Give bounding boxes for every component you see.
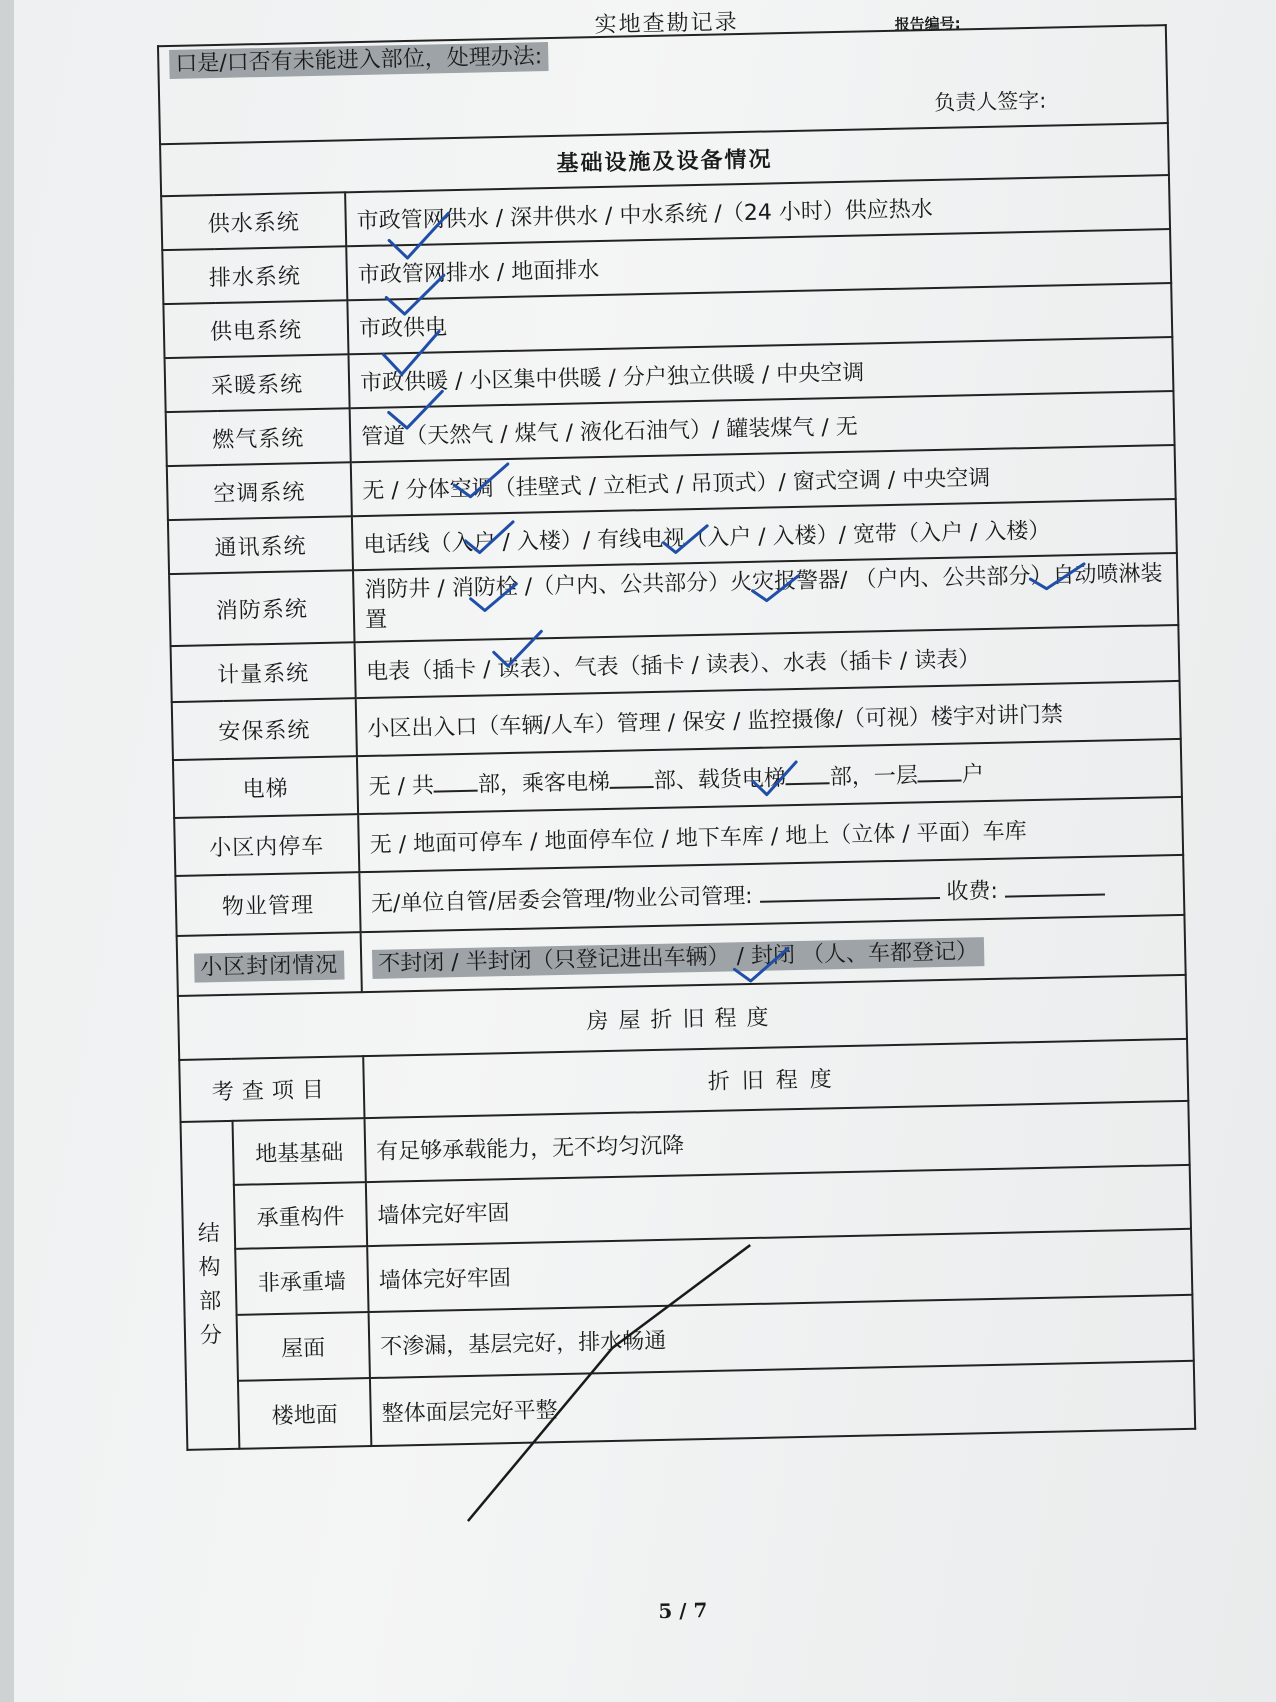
structure-item: 屋面 — [237, 1312, 370, 1381]
facility-label: 采暖系统 — [165, 354, 350, 412]
supervisor-sign-label: 负责人签字: — [934, 88, 1047, 115]
group-char: 结 — [197, 1221, 221, 1247]
structure-degree: 整体面层完好平整 — [370, 1361, 1195, 1446]
structure-item: 楼地面 — [238, 1378, 371, 1449]
col-header-degree: 折旧程度 — [363, 1039, 1188, 1118]
depreciation-section-title: 房屋折旧程度 — [178, 975, 1187, 1060]
facility-value: 市政供暖 / 小区集中供暖 / 分户独立供暖 / 中央空调 — [348, 337, 1173, 408]
blank-field — [610, 767, 654, 788]
elevator-text: 部，一层 — [829, 762, 919, 790]
group-char: 部 — [199, 1289, 222, 1315]
facility-label: 计量系统 — [171, 642, 356, 702]
fee-label: 收费: — [946, 878, 999, 905]
col-header-item: 考查项目 — [179, 1056, 364, 1122]
group-char: 构 — [198, 1255, 221, 1281]
form-page — [24, 0, 1276, 1702]
facilities-section-title: 基础设施及设备情况 — [160, 123, 1169, 196]
structure-item: 地基基础 — [233, 1118, 366, 1185]
facility-value: 小区出入口（车辆/人车）管理 / 保安 / 监控摄像/（可视）楼宇对讲门禁 — [356, 681, 1181, 756]
elevator-text: 部、载货电梯 — [653, 765, 787, 794]
inaccessible-question: 口是/口否有未能进入部位，处理办法: — [169, 42, 548, 79]
facility-label: 安保系统 — [172, 698, 357, 760]
blank-field — [759, 879, 939, 903]
closure-label: 小区封闭情况 — [194, 950, 345, 982]
parking-value: 无 / 地面可停车 / 地面停车位 / 地下车库 / 地上（立体 / 平面）车库 — [358, 797, 1183, 872]
facility-value: 市政管网供水 / 深井供水 / 中水系统 /（24 小时）供应热水 — [345, 175, 1170, 246]
facility-value: 市政管网排水 / 地面排水 — [346, 229, 1171, 300]
facility-value: 电话线（入户 / 入楼）/ 有线电视（入户 / 入楼）/ 宽带（入户 / 入楼） — [352, 499, 1177, 570]
page-title: 实地查勘记录 — [594, 10, 739, 39]
blank-field — [434, 771, 478, 792]
facility-value: 管道（天然气 / 煤气 / 液化石油气）/ 罐装煤气 / 无 — [350, 391, 1175, 462]
blank-field — [918, 761, 962, 782]
facility-value: 消防井 / 消防栓 /（户内、公共部分）火灾报警器/ （户内、公共部分）自动喷淋装置 — [353, 553, 1178, 642]
blank-field — [786, 764, 830, 785]
facility-label: 消防系统 — [169, 570, 354, 646]
elevator-text: 部，乘客电梯 — [477, 769, 611, 798]
facility-label: 供电系统 — [163, 300, 348, 358]
structure-group-label — [181, 1121, 240, 1450]
report-number-label: 报告编号: — [894, 14, 961, 34]
page-number: 5 / 7 — [658, 1598, 708, 1624]
facility-label: 排水系统 — [162, 246, 347, 304]
group-char: 分 — [199, 1323, 223, 1349]
facility-value: 市政供电 — [347, 283, 1172, 354]
structure-degree: 墙体完好牢固 — [366, 1165, 1191, 1246]
elevator-text: 户 — [961, 761, 985, 788]
elevator-text: 无 / 共 — [368, 773, 435, 800]
facility-value: 电表（插卡 / 读表）、气表（插卡 / 读表）、水表（插卡 / 读表） — [355, 625, 1180, 698]
facility-label: 通讯系统 — [168, 516, 353, 574]
facility-label: 燃气系统 — [166, 408, 351, 466]
facility-value: 无 / 分体空调（挂壁式 / 立柜式 / 吊顶式）/ 窗式空调 / 中央空调 — [351, 445, 1176, 516]
property-mgmt-label: 物业管理 — [175, 872, 360, 936]
blank-field — [1005, 875, 1105, 897]
parking-label: 小区内停车 — [174, 814, 359, 876]
structure-item: 非承重墙 — [235, 1246, 368, 1315]
facility-label: 空调系统 — [167, 462, 352, 520]
structure-degree: 不渗漏，基层完好，排水畅通 — [369, 1295, 1194, 1378]
paper-sheet — [14, 0, 1276, 1702]
facility-label: 供水系统 — [161, 192, 346, 250]
elevator-label: 电梯 — [173, 756, 358, 818]
structure-item: 承重构件 — [234, 1182, 367, 1249]
structure-degree: 有足够承载能力，无不均匀沉降 — [364, 1101, 1189, 1182]
structure-degree: 墙体完好牢固 — [367, 1229, 1192, 1312]
closure-label-cell — [177, 932, 362, 996]
closure-value: 不封闭 / 半封闭（只登记进出车辆） / 封闭 （人、车都登记） — [372, 937, 984, 979]
property-mgmt-text: 无/单位自管/居委会管理/物业公司管理: — [370, 883, 753, 917]
survey-form-table — [157, 24, 1196, 1451]
